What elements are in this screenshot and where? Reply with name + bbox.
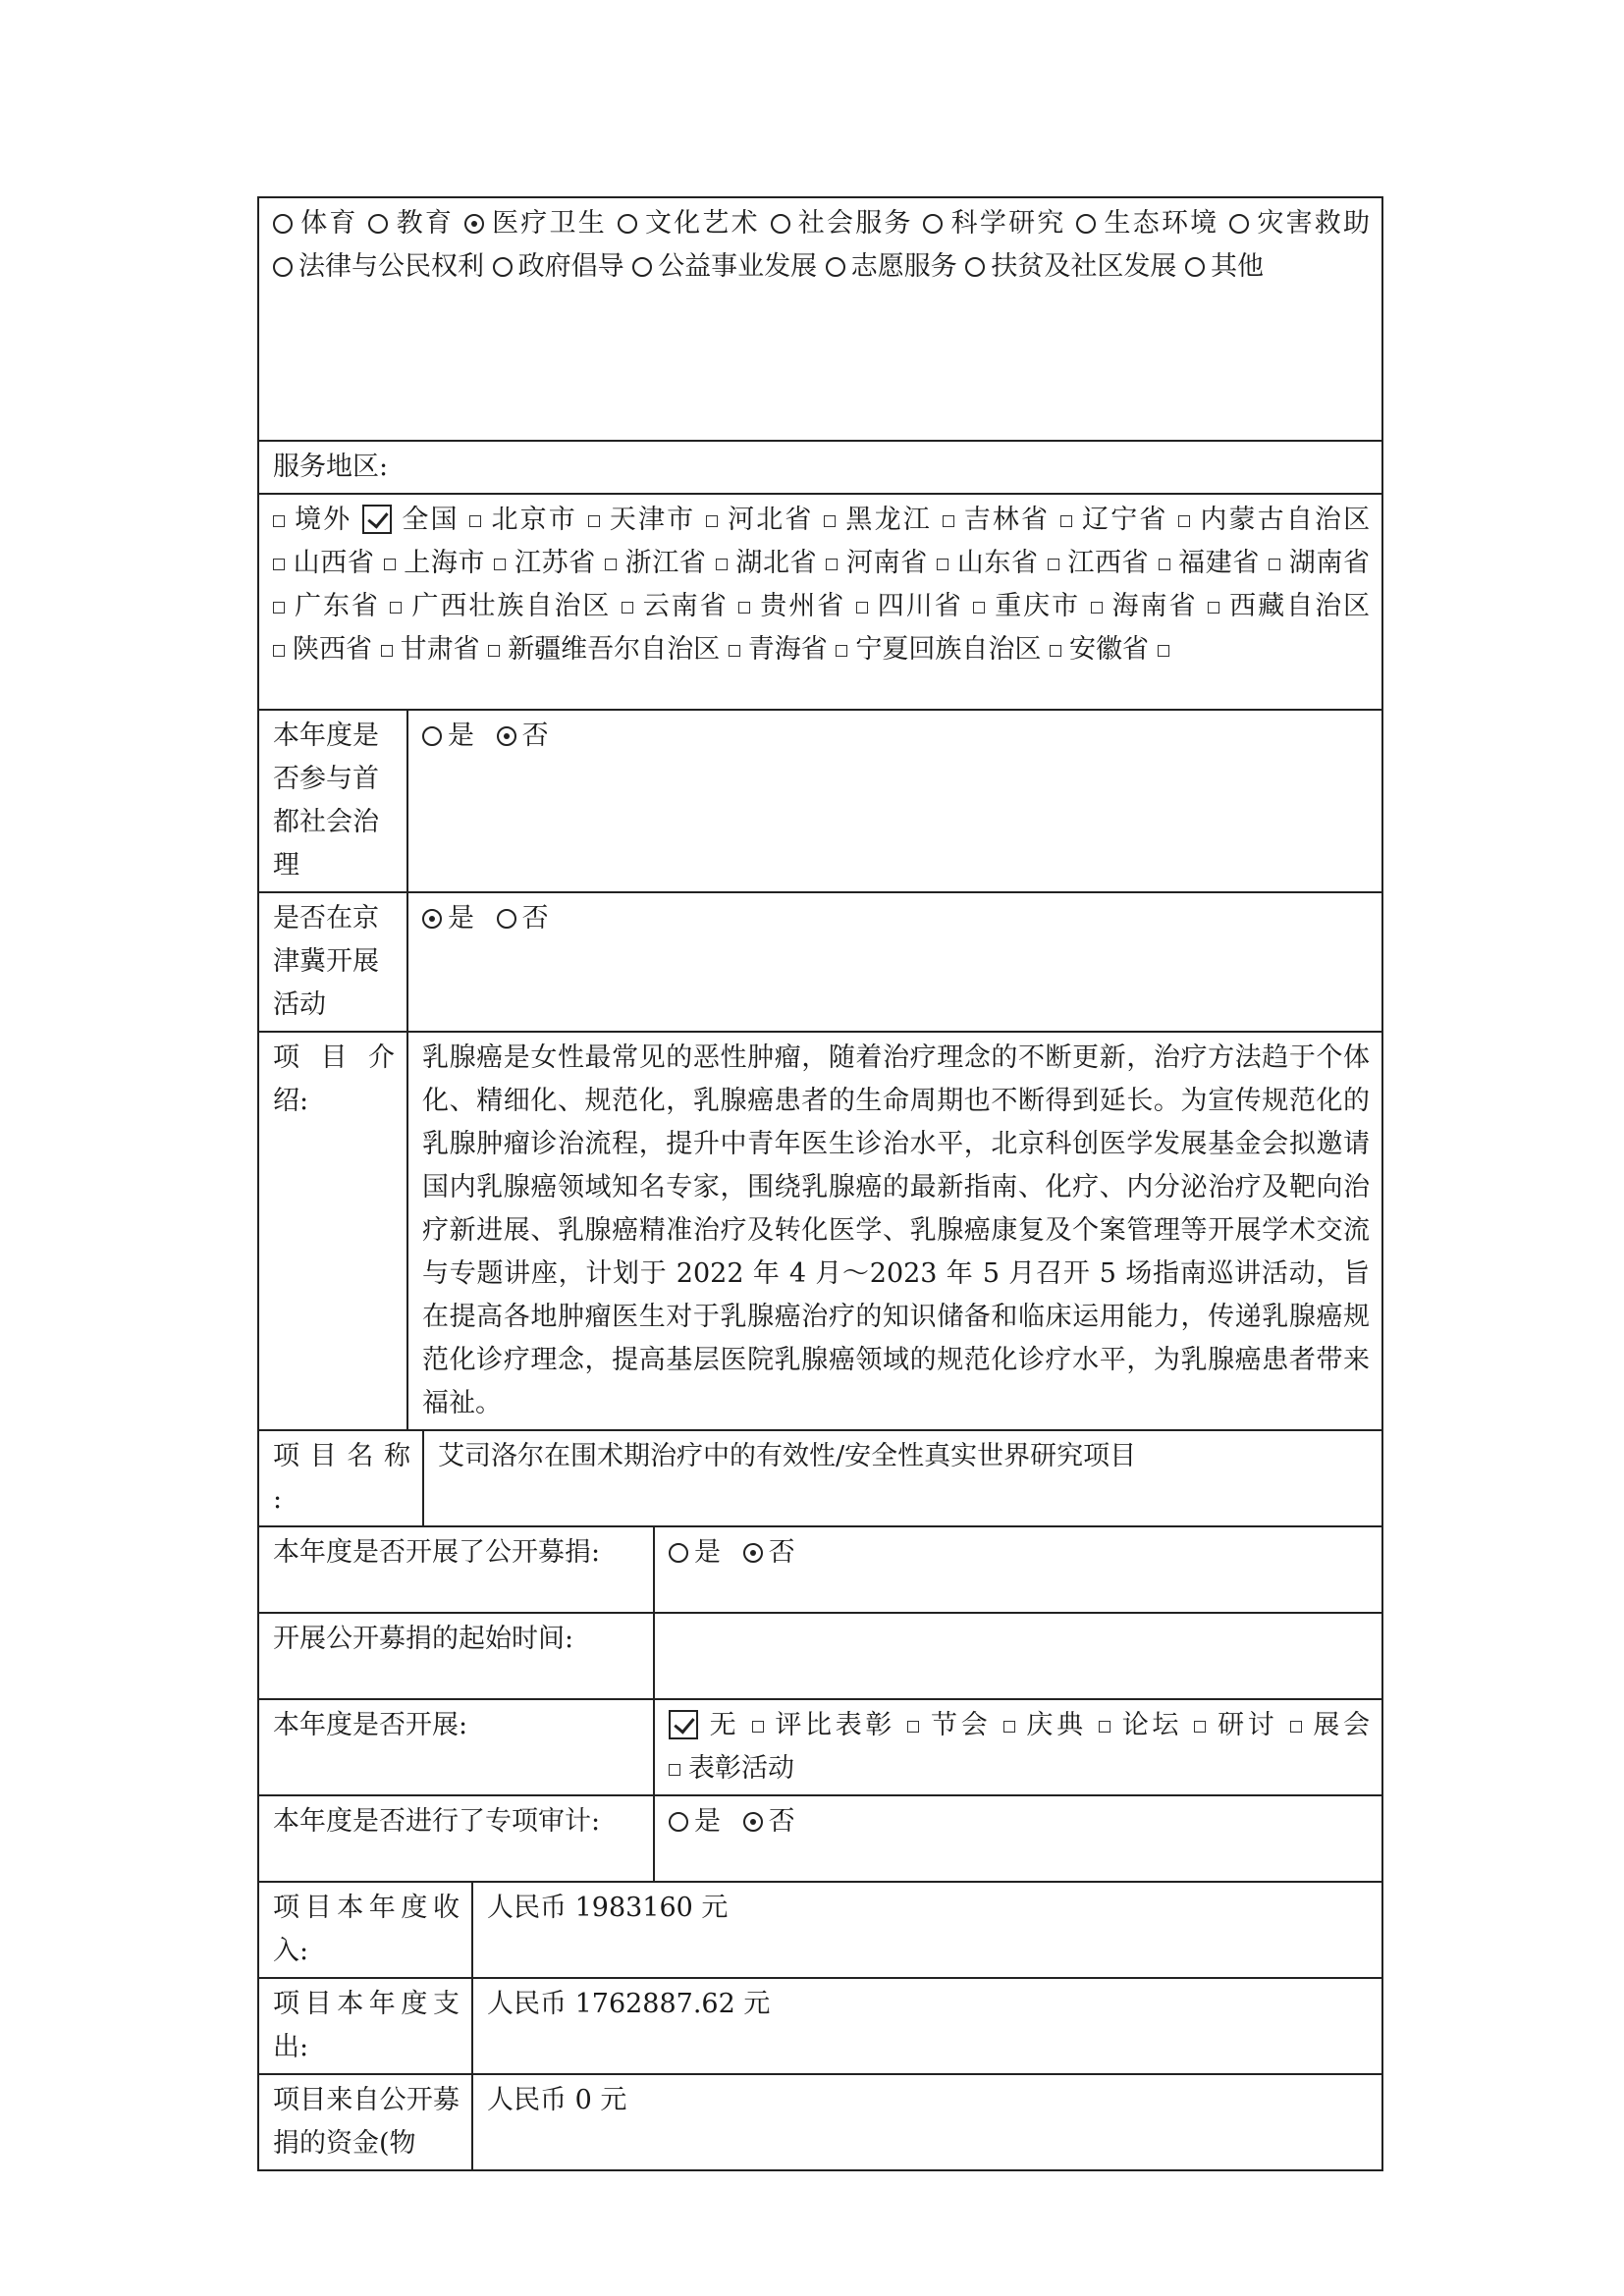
radio-no[interactable] xyxy=(497,909,516,929)
option-label: 公益事业发展 xyxy=(658,251,818,282)
checkbox-icon[interactable] xyxy=(1048,559,1059,570)
fundraising-start-row xyxy=(258,1613,1382,1699)
checkbox-icon[interactable] xyxy=(1050,645,1061,657)
option-label: 内蒙古自治区 xyxy=(1198,505,1371,535)
option-label: 江苏省 xyxy=(514,548,596,578)
option-item[interactable] xyxy=(826,251,957,282)
activities-label: 本年度是否开展: xyxy=(258,1699,654,1795)
checkbox-icon[interactable] xyxy=(824,515,836,527)
radio-icon[interactable] xyxy=(493,257,513,277)
capital-governance-radio xyxy=(407,710,1382,892)
fundraising-start-value[interactable] xyxy=(654,1613,1382,1699)
option-item[interactable] xyxy=(273,634,372,665)
option-label: 甘肃省 xyxy=(400,634,480,665)
option-label: 灾害救助 xyxy=(1255,208,1371,239)
option-item[interactable] xyxy=(588,505,696,535)
option-item[interactable] xyxy=(1159,548,1260,578)
option-item[interactable] xyxy=(771,208,913,239)
intro-label: 项 目 介 绍: xyxy=(258,1032,407,1430)
option-item[interactable] xyxy=(1208,591,1370,621)
special-audit-row xyxy=(258,1795,1382,1882)
special-audit-radio xyxy=(654,1795,1382,1882)
radio-icon[interactable] xyxy=(965,257,985,277)
option-item[interactable] xyxy=(384,548,485,578)
option-item[interactable] xyxy=(273,591,380,621)
option-label: 云南省 xyxy=(640,591,729,621)
radio-yes[interactable] xyxy=(669,1812,688,1832)
option-label: 黑龙江 xyxy=(843,505,932,535)
radio-no[interactable] xyxy=(743,1543,763,1563)
radio-icon[interactable] xyxy=(923,214,943,234)
option-item[interactable] xyxy=(273,208,358,239)
checkbox-icon[interactable] xyxy=(738,602,750,614)
option-item[interactable] xyxy=(632,251,817,282)
activities-row xyxy=(258,1699,1382,1795)
service-area-row xyxy=(258,494,1382,710)
checkbox-icon[interactable] xyxy=(706,515,718,527)
option-label: 吉林省 xyxy=(961,505,1051,535)
option-label: 福建省 xyxy=(1177,548,1260,578)
service-area-options xyxy=(258,494,1382,710)
checkbox-icon[interactable] xyxy=(384,559,396,570)
checkbox-icon[interactable] xyxy=(716,559,728,570)
option-item[interactable] xyxy=(856,591,963,621)
option-label: 天津市 xyxy=(607,505,696,535)
checkbox-icon[interactable] xyxy=(973,602,985,614)
option-label: 社会服务 xyxy=(795,208,913,239)
option-label: 教育 xyxy=(394,208,455,239)
option-label: 扶贫及社区发展 xyxy=(991,251,1177,282)
checkbox-checked-icon[interactable] xyxy=(669,1710,698,1739)
option-label: 其他 xyxy=(1210,251,1264,282)
checkbox-icon[interactable] xyxy=(1208,602,1219,614)
option-label: 浙江省 xyxy=(624,548,707,578)
activities-options xyxy=(654,1699,1382,1795)
checkbox-icon[interactable] xyxy=(669,1764,680,1776)
checkbox-icon[interactable] xyxy=(381,645,393,657)
checkbox-icon[interactable] xyxy=(826,559,838,570)
radio-no[interactable] xyxy=(497,726,516,746)
expense-label: 项目本年度支出: xyxy=(258,1978,472,2074)
option-item[interactable] xyxy=(923,208,1065,239)
option-item[interactable] xyxy=(716,548,817,578)
radio-icon[interactable] xyxy=(273,214,293,234)
project-name-row xyxy=(258,1430,1382,1526)
option-item[interactable] xyxy=(943,505,1051,535)
option-label: 科学研究 xyxy=(948,208,1066,239)
checkbox-icon[interactable] xyxy=(273,559,285,570)
jjj-activity-row xyxy=(258,892,1382,1032)
checkbox-icon[interactable] xyxy=(1290,1721,1302,1733)
option-label: 贵州省 xyxy=(758,591,846,621)
option-item[interactable] xyxy=(1050,634,1149,665)
option-label: 庆典 xyxy=(1022,1710,1087,1740)
capital-governance-row xyxy=(258,710,1382,892)
checkbox-icon[interactable] xyxy=(937,559,948,570)
service-area-label: 服务地区: xyxy=(258,441,1382,494)
option-item[interactable] xyxy=(1099,1710,1182,1740)
option-item[interactable] xyxy=(605,548,706,578)
option-label: 北京市 xyxy=(489,505,577,535)
option-label: 江西省 xyxy=(1066,548,1150,578)
option-label: 四川省 xyxy=(875,591,963,621)
radio-yes-label: 是 xyxy=(448,903,474,934)
option-label: 志愿服务 xyxy=(850,251,957,282)
option-item[interactable] xyxy=(826,548,927,578)
option-item[interactable] xyxy=(738,591,845,621)
checkbox-icon[interactable] xyxy=(494,559,506,570)
option-item[interactable] xyxy=(381,634,480,665)
checkbox-icon[interactable] xyxy=(729,645,740,657)
radio-no-label: 否 xyxy=(768,1806,795,1837)
option-item[interactable] xyxy=(273,505,352,535)
option-label: 宁夏回族自治区 xyxy=(855,634,1042,665)
checkbox-icon[interactable] xyxy=(273,602,285,614)
option-label: 境外 xyxy=(293,505,352,535)
option-label: 广西壮族自治区 xyxy=(409,591,612,621)
checkbox-icon[interactable] xyxy=(836,645,847,657)
checkbox-icon[interactable] xyxy=(622,602,633,614)
option-item[interactable] xyxy=(965,251,1176,282)
project-name-label: 项 目 名 称 : xyxy=(258,1430,423,1526)
option-label: 湖南省 xyxy=(1288,548,1371,578)
option-item[interactable] xyxy=(488,634,720,665)
public-fundraising-row xyxy=(258,1526,1382,1613)
radio-icon[interactable] xyxy=(826,257,845,277)
option-item[interactable] xyxy=(273,251,484,282)
option-item[interactable] xyxy=(1269,548,1370,578)
option-item[interactable] xyxy=(669,1710,739,1740)
option-item[interactable] xyxy=(1178,505,1370,535)
option-label: 上海市 xyxy=(403,548,486,578)
option-item[interactable] xyxy=(1091,591,1198,621)
option-item[interactable] xyxy=(622,591,729,621)
option-label: 河南省 xyxy=(845,548,928,578)
jjj-activity-label: 是否在京津冀开展活动 xyxy=(258,892,407,1032)
option-label: 无 xyxy=(706,1710,740,1740)
option-item[interactable] xyxy=(469,505,577,535)
radio-no-label: 否 xyxy=(768,1537,795,1568)
radio-yes[interactable] xyxy=(422,726,442,746)
option-label: 海南省 xyxy=(1110,591,1198,621)
option-item[interactable] xyxy=(729,634,828,665)
option-label: 山西省 xyxy=(293,548,375,578)
radio-no-label: 否 xyxy=(521,903,549,934)
radio-yes[interactable] xyxy=(669,1543,688,1563)
checkbox-icon[interactable] xyxy=(273,515,285,527)
public-funds-row xyxy=(258,2074,1382,2170)
option-item[interactable] xyxy=(464,208,607,239)
option-label: 展会 xyxy=(1309,1710,1371,1740)
checkbox-icon[interactable] xyxy=(943,515,954,527)
radio-icon[interactable] xyxy=(771,214,790,234)
expense-value: 人民币 1762887.62 元 xyxy=(472,1978,1382,2074)
radio-icon[interactable] xyxy=(1185,257,1205,277)
checkbox-icon[interactable] xyxy=(488,645,500,657)
radio-icon[interactable] xyxy=(273,257,293,277)
checkbox-icon[interactable] xyxy=(1269,559,1280,570)
income-row xyxy=(258,1882,1382,1978)
option-item[interactable] xyxy=(1076,208,1218,239)
fundraising-start-label: 开展公开募捐的起始时间: xyxy=(258,1613,654,1699)
checkbox-icon[interactable] xyxy=(1158,645,1169,657)
service-area-label-row xyxy=(258,441,1382,494)
income-label: 项目本年度收入: xyxy=(258,1882,472,1978)
option-item[interactable] xyxy=(1290,1710,1370,1740)
checkbox-icon[interactable] xyxy=(1060,515,1072,527)
option-item[interactable] xyxy=(1003,1710,1087,1740)
option-label: 西藏自治区 xyxy=(1227,591,1371,621)
radio-icon[interactable] xyxy=(618,214,637,234)
income-value: 人民币 1983160 元 xyxy=(472,1882,1382,1978)
checkbox-icon[interactable] xyxy=(1159,559,1170,570)
radio-icon[interactable] xyxy=(632,257,652,277)
option-item[interactable] xyxy=(752,1710,895,1740)
checkbox-icon[interactable] xyxy=(1091,602,1103,614)
option-item[interactable] xyxy=(1158,634,1177,665)
field-row xyxy=(258,197,1382,441)
option-label: 广东省 xyxy=(293,591,380,621)
checkbox-icon[interactable] xyxy=(752,1721,764,1733)
option-item[interactable] xyxy=(1048,548,1149,578)
option-item[interactable] xyxy=(1229,208,1370,239)
checkbox-icon[interactable] xyxy=(856,602,868,614)
radio-yes-label: 是 xyxy=(448,721,474,751)
option-label: 医疗卫生 xyxy=(489,208,607,239)
checkbox-icon[interactable] xyxy=(1099,1721,1110,1733)
radio-icon[interactable] xyxy=(368,214,388,234)
option-item[interactable] xyxy=(273,548,374,578)
option-item[interactable] xyxy=(362,505,459,535)
option-item[interactable] xyxy=(494,548,595,578)
public-fundraising-label: 本年度是否开展了公开募捐: xyxy=(258,1526,654,1613)
capital-governance-label: 本年度是否参与首都社会治理 xyxy=(258,710,407,892)
checkbox-checked-icon[interactable] xyxy=(362,505,392,534)
checkbox-icon[interactable] xyxy=(588,515,600,527)
option-label: 新疆维吾尔自治区 xyxy=(508,634,721,665)
option-item[interactable] xyxy=(618,208,760,239)
option-label: 论坛 xyxy=(1118,1710,1183,1740)
field-options xyxy=(258,197,1382,441)
option-item[interactable] xyxy=(836,634,1041,665)
option-item[interactable] xyxy=(824,505,932,535)
option-label: 陕西省 xyxy=(293,634,372,665)
public-fundraising-radio xyxy=(654,1526,1382,1613)
radio-icon[interactable] xyxy=(1229,214,1249,234)
radio-icon[interactable] xyxy=(1076,214,1096,234)
option-item[interactable] xyxy=(937,548,1038,578)
public-funds-value: 人民币 0 元 xyxy=(472,2074,1382,2170)
option-label: 文化艺术 xyxy=(642,208,760,239)
option-item[interactable] xyxy=(1060,505,1168,535)
intro-text: 乳腺癌是女性最常见的恶性肿瘤，随着治疗理念的不断更新，治疗方法趋于个体化、精细化、规范化，乳腺癌患者的生命周期也不断得到延长。为宣传规范化的乳腺肿瘤诊治流程，提升中青年医生诊治水平，北京科创医学发展基金会拟邀请国内乳腺癌领域知名专家，围绕乳腺癌的最新指南、化疗、内分泌治疗及靶向治疗新进展、乳腺癌精准治疗及转化医学、乳腺癌康复及个案管理等开展学术交流与专题讲座，计划于 2022 年 4 月～2023 年 5 月召开 5 场指南巡讲活动，旨在提高各地肿瘤医生对于乳腺癌治疗的知识储备和临床运用能力，传递乳腺癌规范化诊疗理念，提高基层医院乳腺癌领域的规范化诊疗水平，为乳腺癌患者带来福祉。 xyxy=(407,1032,1382,1430)
option-label: 重庆市 xyxy=(993,591,1081,621)
option-label: 河北省 xyxy=(725,505,814,535)
option-label: 节会 xyxy=(927,1710,992,1740)
option-label: 山东省 xyxy=(956,548,1039,578)
option-label: 法律与公民权利 xyxy=(298,251,484,282)
checkbox-icon[interactable] xyxy=(605,559,617,570)
form-sheet xyxy=(257,196,1381,2171)
checkbox-icon[interactable] xyxy=(1178,515,1190,527)
option-label: 全国 xyxy=(400,505,460,535)
option-label: 湖北省 xyxy=(734,548,818,578)
option-label: 表彰活动 xyxy=(688,1753,794,1784)
special-audit-label: 本年度是否进行了专项审计: xyxy=(258,1795,654,1882)
checkbox-icon[interactable] xyxy=(273,645,285,657)
option-item[interactable] xyxy=(1185,251,1264,282)
option-label: 体育 xyxy=(298,208,358,239)
option-label: 评比表彰 xyxy=(771,1710,896,1740)
option-item[interactable] xyxy=(1194,1710,1277,1740)
option-item[interactable] xyxy=(973,591,1080,621)
option-item[interactable] xyxy=(368,208,454,239)
radio-no[interactable] xyxy=(743,1812,763,1832)
option-item[interactable] xyxy=(669,1753,794,1784)
expense-row xyxy=(258,1978,1382,2074)
checkbox-icon[interactable] xyxy=(390,602,402,614)
option-item[interactable] xyxy=(493,251,624,282)
checkbox-icon[interactable] xyxy=(469,515,481,527)
intro-row xyxy=(258,1032,1382,1430)
option-item[interactable] xyxy=(907,1710,991,1740)
option-label: 生态环境 xyxy=(1102,208,1219,239)
checkbox-icon[interactable] xyxy=(1003,1721,1015,1733)
option-item[interactable] xyxy=(390,591,611,621)
jjj-activity-radio xyxy=(407,892,1382,1032)
project-name-value: 艾司洛尔在围术期治疗中的有效性/安全性真实世界研究项目 xyxy=(423,1430,1382,1526)
radio-yes-label: 是 xyxy=(694,1537,721,1568)
option-label: 辽宁省 xyxy=(1079,505,1168,535)
radio-selected-icon[interactable] xyxy=(464,214,484,234)
option-label: 政府倡导 xyxy=(517,251,624,282)
option-label: 安徽省 xyxy=(1068,634,1149,665)
option-label: 青海省 xyxy=(747,634,828,665)
radio-no-label: 否 xyxy=(521,721,549,751)
public-funds-label: 项目来自公开募捐的资金(物 xyxy=(258,2074,472,2170)
option-label: 研讨 xyxy=(1214,1710,1278,1740)
radio-yes-label: 是 xyxy=(694,1806,721,1837)
project-form-table xyxy=(257,196,1383,2171)
checkbox-icon[interactable] xyxy=(1194,1721,1206,1733)
checkbox-icon[interactable] xyxy=(907,1721,919,1733)
radio-yes[interactable] xyxy=(422,909,442,929)
option-item[interactable] xyxy=(706,505,814,535)
